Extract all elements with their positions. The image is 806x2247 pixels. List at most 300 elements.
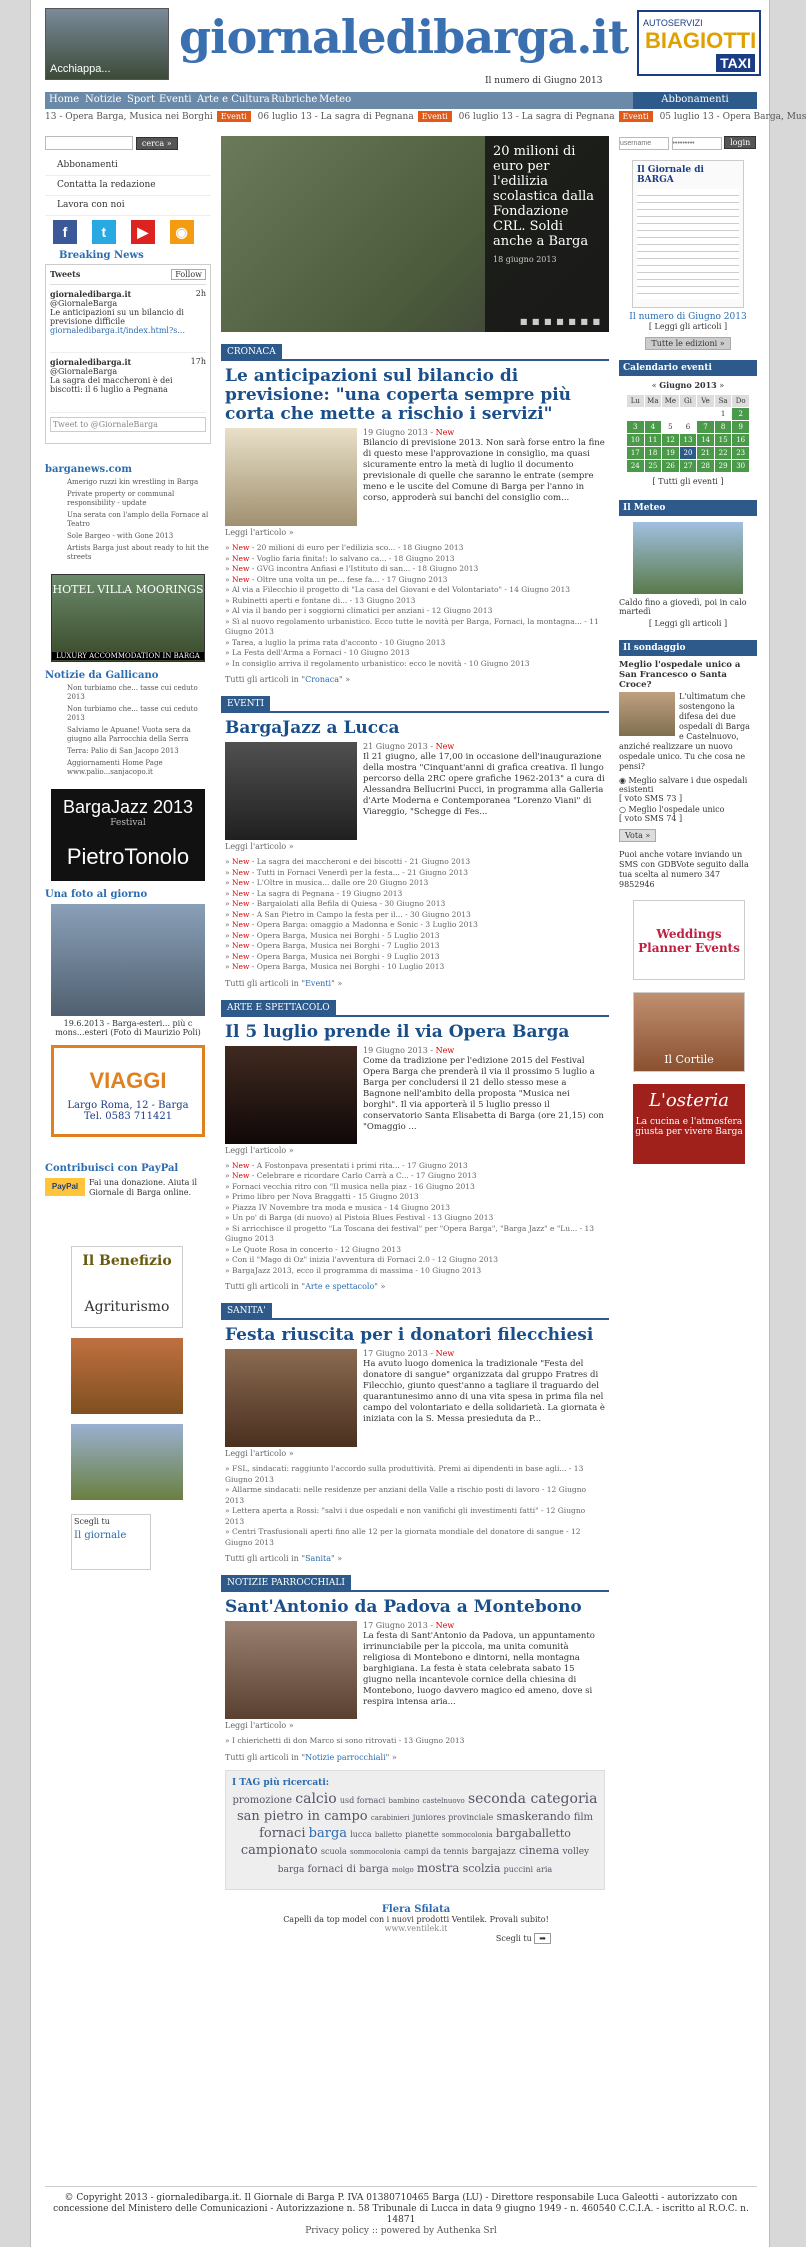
related-links xyxy=(225,543,605,669)
related-link[interactable]: » New - Opera Barga, Musica nei Borghi - 10 Luglio 2013 xyxy=(225,962,445,971)
search-input[interactable] xyxy=(45,136,133,150)
tag-link[interactable]: film xyxy=(573,1811,594,1823)
ticker-tag: Eventi xyxy=(217,111,251,122)
related-link[interactable]: » Rubinetti aperti e fontane di... - 13 Giugno 2013 xyxy=(225,595,416,605)
taxi-small: AUTOSERVIZI xyxy=(643,18,703,28)
villa-sub: LUXURY ACCOMMODATION IN BARGA xyxy=(52,652,204,660)
poll-body: L'ultimatum che sostengono la difesa dei due ospedali di Barga e Castelnuovo, anziché realizzare un nuovo ospedale unico. Tu che cosa ne pensi? xyxy=(619,692,750,771)
tags-title: I TAG più ricercati: xyxy=(232,1777,330,1788)
paypal-button[interactable]: PayPal xyxy=(45,1178,85,1196)
meteo-link[interactable]: [ Leggi gli articoli ] xyxy=(648,619,728,628)
breaking-news-title: Breaking News xyxy=(59,250,144,261)
calendar-month: Giugno 2013 xyxy=(659,380,717,390)
related-link[interactable]: » New - Voglio faria finita!: lo salvano ca... - 18 Giugno 2013 xyxy=(225,553,455,563)
ilgiornale-link[interactable]: Il giornale xyxy=(74,1530,127,1541)
site-title-name: giornaledibarga xyxy=(179,10,577,64)
related-link[interactable]: » Si arricchisce il progetto "La Toscana dei festival" per "Opera Barga", "Barga Jazz" e "Lu... - 13 Giugno 2013 xyxy=(225,1223,595,1243)
calendar-link[interactable]: [ Tutti gli eventi ] xyxy=(652,477,724,486)
related-link[interactable]: » New - L'Oltre in musica... dalle ore 20 Giugno 2013 xyxy=(225,878,429,887)
related-link[interactable]: » Primo libro per Nova Braggatti - 15 Giugno 2013 xyxy=(225,1192,419,1201)
calendar-dayname: Sa xyxy=(714,395,732,408)
calendar-dayname: Ve xyxy=(697,395,715,408)
poll-option[interactable]: ○ Meglio l'ospedale unico [ voto SMS 74 ] xyxy=(619,805,725,823)
meteo-title: Il Meteo xyxy=(619,500,757,516)
calendar-day[interactable]: 5 xyxy=(662,421,680,434)
social-links xyxy=(45,216,211,246)
taxi-ad[interactable] xyxy=(637,10,761,76)
tag-link[interactable]: barga xyxy=(277,1864,305,1875)
tweet-item[interactable] xyxy=(50,357,206,413)
news-ticker xyxy=(45,112,806,128)
gallicano-item[interactable]: Non turbiamo che... tasse cui ceduto 2013 xyxy=(67,705,198,722)
flash-title[interactable]: Flera Sfilata xyxy=(381,1903,451,1915)
rss-icon[interactable]: ◉ xyxy=(170,220,194,244)
related-link[interactable]: » New - A San Pietro in Campo la festa per il... - 30 Giugno 2013 xyxy=(225,909,471,919)
ad-image[interactable] xyxy=(71,1338,183,1414)
calendar-dayname: Ma xyxy=(644,395,662,408)
article-title[interactable]: Festa riuscita per i donatori filecchiesi xyxy=(225,1325,594,1345)
article-date: 19 Giugno 2013 xyxy=(363,428,428,437)
tweet-user: giornaledibarga.it xyxy=(50,289,132,299)
paper-title: Il Giornale di BARGA xyxy=(637,165,704,185)
nav-eventi[interactable]: Eventi xyxy=(159,94,192,105)
right-sidebar xyxy=(619,136,757,1164)
tag-link[interactable]: smaskerando xyxy=(496,1809,571,1823)
calendar-title: Calendario eventi xyxy=(619,360,757,376)
calendar-day[interactable]: 15 xyxy=(714,434,732,447)
calendar-day[interactable]: 16 xyxy=(732,434,750,447)
tweet-time: 17h xyxy=(190,357,206,366)
section-label[interactable]: ARTE E SPETTACOLO xyxy=(221,1000,336,1017)
slider-headline[interactable]: 20 milioni di euro per l'edilizia scolastica dalla Fondazione CRL. Soldi anche a Barga xyxy=(493,144,595,249)
jazz-sub: Festival xyxy=(110,818,146,828)
tag-link[interactable]: calcio xyxy=(295,1790,337,1807)
viaggi-ad[interactable] xyxy=(51,1045,205,1137)
page-wrapper xyxy=(30,0,806,2247)
tag-link[interactable]: barga xyxy=(308,1825,348,1841)
all-issues-button[interactable]: Tutte le edizioni » xyxy=(645,337,730,350)
new-badge: New xyxy=(435,1621,455,1630)
related-links xyxy=(225,857,605,973)
related-link[interactable]: » New - La sagra dei maccheroni e dei biscotti - 21 Giugno 2013 xyxy=(225,857,471,866)
username-input[interactable] xyxy=(619,137,669,150)
calendar-day[interactable]: 9 xyxy=(732,421,750,434)
new-badge: New xyxy=(435,1349,455,1358)
foto-image[interactable] xyxy=(51,904,205,1016)
section-label[interactable]: EVENTI xyxy=(221,696,270,713)
osteria-text: La cucina e l'atmosfera giusta per vivere Barga xyxy=(635,1117,743,1137)
calendar-day[interactable]: 23 xyxy=(732,447,750,460)
villa-title: HOTEL VILLA MOORINGS xyxy=(52,583,204,596)
read-more-link[interactable]: Leggi l'articolo » xyxy=(225,1721,294,1730)
search-row xyxy=(45,136,211,150)
viaggi-tel: Tel. 0583 711421 xyxy=(83,1111,173,1122)
benefizio-ad[interactable] xyxy=(71,1246,183,1328)
tag-link[interactable]: campi da tennis xyxy=(403,1846,469,1856)
calendar-day[interactable]: 3 xyxy=(627,421,645,434)
paper-preview xyxy=(637,189,739,299)
nav-rubriche[interactable]: Rubriche xyxy=(271,94,318,105)
related-link[interactable]: » Lettera aperta a Rossi: "salvi i due ospedali e non vanifichi gli investimenti fatti" - 12 Giugno 2013 xyxy=(225,1506,586,1526)
jazz-artist: PietroTonolo xyxy=(66,844,190,869)
viaggi-addr: Largo Roma, 12 - Barga xyxy=(67,1100,189,1111)
poll-body-row xyxy=(619,692,757,772)
issue-caption[interactable]: Il numero di Giugno 2013 xyxy=(629,312,747,322)
new-badge: New xyxy=(435,742,455,751)
section-arte xyxy=(221,1000,609,1017)
nav-notizie[interactable]: Notizie xyxy=(85,94,122,105)
issue-link[interactable]: [ Leggi gli articoli ] xyxy=(648,322,728,331)
slider-dots[interactable]: ■ ■ ■ ■ ■ ■ ■ xyxy=(519,317,601,326)
calendar-dayname: Lu xyxy=(627,395,645,408)
meteo-image[interactable] xyxy=(633,522,743,594)
tag-link[interactable]: juniores provinciale xyxy=(412,1812,494,1822)
tweet-handle: @GiornaleBarga xyxy=(50,367,118,376)
related-link[interactable]: » FSL, sindacati: raggiunto l'accordo sulla produttività. Premi ai dipendenti in base agli... - 13 Giugno 2013 xyxy=(225,1464,584,1484)
related-link[interactable]: » New - Opera Barga, Musica nei Borghi - 7 Luglio 2013 xyxy=(225,941,440,950)
follow-button[interactable]: Follow xyxy=(171,269,206,280)
ad-image[interactable] xyxy=(71,1424,183,1500)
article-meta: 17 Giugno 2013 - New xyxy=(363,1621,455,1630)
footer-privacy[interactable]: Privacy policy :: powered by Authenka Srl xyxy=(305,2226,497,2236)
related-links xyxy=(225,1736,605,1747)
main-content xyxy=(221,136,609,1952)
related-link[interactable]: » Al via il bando per i soggiorni climatici per anziani - 12 Giugno 2013 xyxy=(225,606,493,615)
article-date: 17 Giugno 2013 xyxy=(363,1621,428,1630)
barganews-item[interactable]: Sole Bargeo - with Gone 2013 xyxy=(67,532,174,540)
related-link[interactable]: » New - Bargaiolati alla Befila di Quiesa - 30 Giugno 2013 xyxy=(225,899,446,908)
tag-link[interactable]: volley xyxy=(562,1846,590,1857)
calendar-day[interactable]: 1 xyxy=(714,408,732,421)
nav-arte[interactable]: Arte e Cultura xyxy=(197,94,270,105)
article-meta: 19 Giugno 2013 - New xyxy=(363,428,455,437)
tag-cloud xyxy=(225,1770,605,1890)
article-excerpt: Come da tradizione per l'edizione 2015 del Festival Opera Barga che prenderà il via il prossimo 5 luglio a Barga per concludersi il 21 dello stesso mese a Bagnone nell'ambito della proposta "Musica nei borghi". Il via apporterà il 5 luglio presso il conservatorio Santa Elisabetta di Barga (ore 21,15) con "Omaggio ... xyxy=(363,1055,604,1132)
section-label[interactable]: CRONACA xyxy=(221,344,282,361)
tag-link[interactable]: scuola xyxy=(320,1846,347,1856)
calendar-day[interactable]: 18 xyxy=(644,447,662,460)
article-meta: 19 Giugno 2013 - New xyxy=(363,1045,455,1055)
all-articles-link[interactable]: Tutti gli articoli in "Cronaca" » xyxy=(225,675,351,684)
tag-link[interactable]: san pietro in campo xyxy=(236,1808,368,1824)
tweet-text: La sagra dei maccheroni è dei biscotti: il 6 luglio a Pegnana xyxy=(50,376,173,394)
article-meta: 17 Giugno 2013 - New xyxy=(363,1349,455,1358)
article-teaser xyxy=(225,1621,605,1721)
tag-link[interactable]: carabinieri xyxy=(370,1813,410,1822)
calendar-dayname: Do xyxy=(732,395,750,408)
barganews-item[interactable]: Una serata con l'amplo della Fornace al Teatro xyxy=(67,511,209,528)
ilgiornale-widget[interactable] xyxy=(71,1514,151,1570)
calendar-day[interactable]: 2 xyxy=(732,408,750,421)
tag-link[interactable]: pianette xyxy=(405,1829,439,1839)
calendar-day[interactable]: 10 xyxy=(627,434,645,447)
ticker-item[interactable]: 13 - Opera Barga, Musica nei Borghi xyxy=(45,112,213,122)
facebook-icon[interactable]: f xyxy=(53,220,77,244)
related-link[interactable]: » New - Opera Barga: omaggio a Madonna e Sonic - 3 Luglio 2013 xyxy=(225,920,478,929)
calendar-day[interactable]: 14 xyxy=(697,434,715,447)
taxi-name: BIAGIOTTI xyxy=(645,28,757,53)
tag-link[interactable]: aria xyxy=(536,1864,553,1874)
search-button[interactable]: cerca » xyxy=(136,137,178,150)
related-link[interactable]: » La Festa dell'Arma a Fornaci - 10 Giugno 2013 xyxy=(225,648,410,657)
related-link[interactable]: » New - Opera Barga, Musica nei Borghi - 5 Luglio 2013 xyxy=(225,930,440,940)
related-link[interactable]: » I chierichetti di don Marco si sono ritrovati - 13 Giugno 2013 xyxy=(225,1736,465,1745)
calendar-day[interactable]: 30 xyxy=(732,460,750,473)
nav-meteo[interactable]: Meteo xyxy=(319,94,352,105)
section-parrocchiali xyxy=(221,1575,609,1592)
related-link[interactable]: » Piazza IV Novembre tra moda e musica - 14 Giugno 2013 xyxy=(225,1202,450,1212)
tag-link[interactable]: puccini xyxy=(503,1864,534,1874)
article-excerpt: Il 21 giugno, alle 17,00 in occasione dell'inaugurazione della mostra "Cinquant'anni di grafica creativa. Il lungo percorso della 2RC opere grafiche 1962-2013" a cura di Alessandra Bellucrini Pucci, in programma alla Galleria d'Arte Moderna e Contemporanea "Lorenzo Viani" di Viareggio, "Schegge di Fes... xyxy=(363,752,605,817)
all-articles-link[interactable]: Tutti gli articoli in "Arte e spettacolo" » xyxy=(225,1282,386,1291)
tag-link[interactable]: sommocolonia xyxy=(441,1830,493,1839)
gallicano-item[interactable]: Salviamo le Apuane! Vuota sera da giugno alla Parrocchia della Serra xyxy=(67,726,191,743)
menu-abbonamenti[interactable]: Abbonamenti xyxy=(45,156,211,176)
read-more-link[interactable]: Leggi l'articolo » xyxy=(225,1449,294,1458)
calendar-day[interactable]: 25 xyxy=(644,460,662,473)
related-link[interactable]: » Tarea, a luglio la prima rata d'acconto - 10 Giugno 2013 xyxy=(225,637,446,647)
tag-link[interactable]: bargaballetto xyxy=(495,1826,571,1840)
article-excerpt: Ha avuto luogo domenica la tradizionale "Festa del donatore di sangue" organizzata dal gruppo Fratres di Filecchio, giunto quest'anno a tagliare il traguardo del quarantunesimo anno di una vita spesa in prima fila nel campo del volontariato e della solidarietà. La giornata è iniziata con la S. Messa presieduta da P... xyxy=(363,1359,605,1424)
chevron-right-icon[interactable]: » xyxy=(719,381,725,390)
article-excerpt: Bilancio di previsione 2013. Non sarà forse entro la fine di questo mese l'approvazione in consiglio, ma quasi sicuramente entro la metà di luglio il documento previsionale di quelle che saranno le entrate (sempre meno e le uscite del Comune di Barga per l'anno in corso, approderà sui banchi del consiglio com... xyxy=(363,438,605,503)
calendar-header xyxy=(619,380,757,390)
related-link[interactable]: » New - Celebrare e ricordare Carlo Carrà a C... - 17 Giugno 2013 xyxy=(225,1171,477,1180)
article-image[interactable] xyxy=(225,1349,357,1447)
tag-link[interactable]: bambino xyxy=(388,1796,420,1805)
osteria-ad[interactable] xyxy=(633,1084,745,1164)
calendar-day[interactable]: 24 xyxy=(627,460,645,473)
all-articles-link[interactable]: Tutti gli articoli in "Sanita" » xyxy=(225,1554,343,1563)
featured-slider[interactable] xyxy=(221,136,609,332)
calendar-day[interactable]: 26 xyxy=(662,460,680,473)
flash-next-row xyxy=(281,1933,551,1944)
paper-cover[interactable] xyxy=(632,160,744,308)
poll-option[interactable]: ◉ Meglio salvare i due ospedali esistenti [ voto SMS 73 ] xyxy=(619,776,748,803)
tweet-item[interactable] xyxy=(50,289,206,353)
header-ad-logo[interactable] xyxy=(45,8,169,80)
calendar-day[interactable]: 6 xyxy=(679,421,697,434)
slider-date: 18 giugno 2013 xyxy=(493,255,557,264)
events-calendar xyxy=(619,380,757,486)
related-link[interactable]: » New - Opera Barga, Musica nei Borghi - 9 Luglio 2013 xyxy=(225,951,440,961)
poll-title: Il sondaggio xyxy=(619,640,757,656)
benefizio-name: Il Benefizio xyxy=(82,1253,172,1269)
left-menu xyxy=(45,156,211,216)
article-image[interactable] xyxy=(225,428,357,526)
nav-home[interactable]: Home xyxy=(49,94,80,105)
slider-caption xyxy=(485,136,609,332)
tweet-text: Le anticipazioni su un bilancio di previsione difficile xyxy=(50,308,184,326)
calendar-day[interactable]: 27 xyxy=(679,460,697,473)
tag-link[interactable]: molgo xyxy=(391,1865,414,1874)
paypal-box xyxy=(45,1178,211,1208)
article-teaser xyxy=(225,1349,605,1449)
related-link[interactable]: » BargaJazz 2013, ecco il programma di massima - 10 Giugno 2013 xyxy=(225,1265,482,1275)
nav-abbonamenti[interactable]: Abbonamenti xyxy=(633,92,757,109)
flash-next-label: Scegli tu xyxy=(495,1933,532,1943)
tag-link[interactable]: bargajazz xyxy=(471,1846,516,1857)
menu-contatta[interactable]: Contatta la redazione xyxy=(45,176,211,196)
calendar-day[interactable]: 8 xyxy=(714,421,732,434)
related-link[interactable]: » In consiglio arriva il regolamento urbanistico: ecco le novità - 10 Giugno 2013 xyxy=(225,658,530,668)
flash-ad[interactable] xyxy=(281,1904,551,1952)
barganews-title[interactable]: barganews.com xyxy=(45,464,132,475)
section-label[interactable]: NOTIZIE PARROCCHIALI xyxy=(221,1575,351,1592)
related-link[interactable]: » Centri Trasfusionali aperti fino alle 12 per la giornata mondiale del donatore di sangue - 12 Giugno 2013 xyxy=(225,1527,581,1547)
calendar-day[interactable]: 21 xyxy=(697,447,715,460)
calendar-day[interactable]: 12 xyxy=(662,434,680,447)
read-more-link[interactable]: Leggi l'articolo » xyxy=(225,528,294,537)
tag-link[interactable]: sommocolonia xyxy=(349,1847,401,1856)
tag-link[interactable]: promozione xyxy=(232,1794,293,1806)
article-title[interactable]: BargaJazz a Lucca xyxy=(225,718,400,738)
tag-link[interactable]: cinema xyxy=(518,1843,560,1857)
tag-link[interactable]: seconda categoria xyxy=(467,1790,598,1807)
left-sidebar xyxy=(45,136,211,1570)
article-date: 17 Giugno 2013 xyxy=(363,1349,428,1358)
osteria-title: L'osteria xyxy=(649,1090,729,1111)
youtube-icon[interactable]: ▶ xyxy=(131,220,155,244)
tweet-user: giornaledibarga.it xyxy=(50,357,132,367)
flash-link[interactable]: www.ventilek.it xyxy=(384,1923,448,1933)
calendar-day[interactable]: 17 xyxy=(627,447,645,460)
related-links xyxy=(225,1464,605,1548)
article-image[interactable] xyxy=(225,742,357,840)
article-teaser xyxy=(225,1046,605,1146)
nav-sport[interactable]: Sport xyxy=(127,94,156,105)
tag-link[interactable]: usd fornaci xyxy=(339,1795,386,1805)
meteo-text: Caldo fino a giovedì, poi in calo martedì xyxy=(619,598,747,616)
article-teaser xyxy=(225,428,605,528)
ticker-item[interactable]: 05 luglio 13 - Opera Barga, Mus xyxy=(659,112,806,122)
calendar-day[interactable]: 29 xyxy=(714,460,732,473)
calendar-day[interactable]: 7 xyxy=(697,421,715,434)
corte-ad[interactable]: Il Cortile xyxy=(633,992,745,1072)
jazz-title: BargaJazz 2013 xyxy=(62,797,194,817)
related-link[interactable]: » Sì al nuovo regolamento urbanistico. Ecco tutte le novità per Barga, Fornaci, la montagna... - 11 Giugno 2013 xyxy=(225,616,599,636)
gallicano-item[interactable]: Non turbiamo che... tasse cui ceduto 2013 xyxy=(67,684,198,701)
arrow-right-icon[interactable]: ➡ xyxy=(534,1933,551,1944)
flash-text: Capelli da top model con i nuovi prodotti Ventilek. Provali subito! xyxy=(283,1914,549,1924)
article-title[interactable]: Il 5 luglio prende il via Opera Barga xyxy=(225,1021,570,1042)
issues-row xyxy=(619,337,757,350)
header-issue-label[interactable]: Il numero di Giugno 2013 xyxy=(485,76,603,86)
foto-caption: 19.6.2013 - Barga-esteri... più c mons...esteri (Foto di Maurizio Poli) xyxy=(55,1019,201,1037)
article-image[interactable] xyxy=(225,1046,357,1144)
header-ad-text: Acchiappa... xyxy=(50,63,111,75)
tag-link[interactable]: lucca xyxy=(350,1829,372,1839)
login-button[interactable]: login xyxy=(724,136,756,149)
related-link[interactable]: » New - Tutti in Fornaci Venerdì per la festa... - 21 Giugno 2013 xyxy=(225,867,468,877)
all-articles-link[interactable]: Tutti gli articoli in "Eventi" » xyxy=(225,978,343,988)
menu-lavora[interactable]: Lavora con noi xyxy=(45,196,211,216)
article-date: 21 Giugno 2013 xyxy=(363,742,428,751)
poll-question: Meglio l'ospedale unico a San Francesco o Santa Croce? xyxy=(619,660,741,690)
article-title[interactable]: Sant'Antonio da Padova a Montebono xyxy=(225,1597,582,1617)
section-eventi xyxy=(221,696,609,713)
related-link[interactable]: » Con il "Mago di Oz" inizia l'avventura di Fornaci 2.0 - 12 Giugno 2013 xyxy=(225,1255,499,1264)
article-teaser xyxy=(225,742,605,842)
read-more-link[interactable]: Leggi l'articolo » xyxy=(225,842,294,851)
related-link[interactable]: » New - A Fostonpava presentati i primi rita... - 17 Giugno 2013 xyxy=(225,1160,468,1170)
section-sanita xyxy=(221,1303,609,1320)
tag-link[interactable]: balletto xyxy=(374,1830,402,1839)
ticker-item[interactable]: 06 luglio 13 - La sagra di Pegnana xyxy=(257,112,414,122)
gallicano-item[interactable]: Aggiornamenti Home Page www.palio...sanjacopo.it xyxy=(67,759,163,776)
calendar-day[interactable]: 20 xyxy=(679,447,697,460)
calendar-day[interactable]: 19 xyxy=(662,447,680,460)
barganews-item[interactable]: Private property or communal responsibility - update xyxy=(67,490,175,507)
twitter-icon[interactable]: t xyxy=(92,220,116,244)
calendar-day[interactable]: 4 xyxy=(644,421,662,434)
foto-title[interactable]: Una foto al giorno xyxy=(45,889,148,900)
poll-image xyxy=(619,692,675,736)
calendar-day[interactable]: 13 xyxy=(679,434,697,447)
tag-link[interactable]: scolzia xyxy=(462,1861,501,1875)
related-link[interactable]: » New - Oltre una volta un pe... fese fa... - 17 Giugno 2013 xyxy=(225,574,448,584)
related-link[interactable]: » New - La sagra di Pegnana - 19 Giugno 2013 xyxy=(225,888,403,898)
tag-link[interactable]: castelnuovo xyxy=(422,1796,465,1805)
vote-button[interactable]: Vota » xyxy=(619,829,656,842)
villa-moorings-ad[interactable] xyxy=(51,574,205,662)
tag-link[interactable]: campionato xyxy=(240,1842,318,1858)
related-link[interactable]: » Le Quote Rosa in concerto - 12 Giugno 2013 xyxy=(225,1244,401,1254)
ticker-item[interactable]: 06 luglio 13 - La sagra di Pegnana xyxy=(458,112,615,122)
article-image[interactable] xyxy=(225,1621,357,1719)
article-excerpt: La festa di Sant'Antonio da Padova, un appuntamento irrinunciabile per la piccola, ma unita comunità religiosa di Montebono e dintorni, nella montagna barghigiana. La festa è stata celebrata sabato 15 giugno nella incantevole cornice della chiesina di Montebono, luogo davvero magico ed ameno, dove si respira intensa aria... xyxy=(363,1631,595,1707)
related-link[interactable]: » Al via a Filecchio il progetto di "La casa del Giovani e del Volontariato" - 14 Giugno 2013 xyxy=(225,585,571,594)
tweet-link[interactable]: giornaledibarga.it/index.html?s... xyxy=(50,326,185,335)
tag-link[interactable]: mostra xyxy=(416,1860,460,1875)
new-badge: New xyxy=(435,1045,455,1055)
tweet-to-input[interactable]: Tweet to @GiornaleBarga xyxy=(50,417,206,432)
paypal-text: Fai una donazione. Aiuta il Giornale di Barga online. xyxy=(89,1178,198,1197)
gallicano-item[interactable]: Terra: Palio di San Jacopo 2013 xyxy=(67,747,179,755)
tag-link[interactable]: fornaci di barga xyxy=(307,1863,389,1875)
calendar-day[interactable]: 22 xyxy=(714,447,732,460)
section-label[interactable]: SANITA' xyxy=(221,1303,272,1320)
related-link[interactable]: » Fornaci vecchia ritro con "Il musica nella piaz - 16 Giugno 2013 xyxy=(225,1181,475,1191)
all-articles-link[interactable]: Tutti gli articoli in "Notizie parrocchiali" » xyxy=(225,1752,397,1762)
calendar-day[interactable]: 11 xyxy=(644,434,662,447)
new-badge: New xyxy=(435,428,455,437)
article-title[interactable]: Le anticipazioni sul bilancio di previsione: "una coperta sempre più corta che mette a rischio i servizi" xyxy=(225,366,572,424)
article-date: 19 Giugno 2013 xyxy=(363,1045,428,1055)
calendar-day[interactable]: 28 xyxy=(697,460,715,473)
password-input[interactable] xyxy=(672,137,722,150)
site-title[interactable] xyxy=(179,10,628,64)
site-header xyxy=(45,8,757,88)
related-link[interactable]: » New - 20 milioni di euro per l'edilizia sco... - 18 Giugno 2013 xyxy=(225,543,464,552)
barganews-item[interactable]: Amerigo ruzzi kin wrestling in Barga xyxy=(67,478,199,486)
barganews-item[interactable]: Artists Barga just about ready to hit the streets xyxy=(67,544,209,561)
tweet-handle: @GiornaleBarga xyxy=(50,299,118,308)
related-link[interactable]: » Un po' di Barga (di nuovo) al Pistoia Blues Festival - 13 Giugno 2013 xyxy=(225,1213,494,1222)
tag-link[interactable]: fornaci xyxy=(259,1825,306,1841)
related-link[interactable]: » New - GVG incontra Anfiasi e l'Istituto di san... - 18 Giugno 2013 xyxy=(225,564,479,573)
related-link[interactable]: » Allarme sindacati: nelle residenze per anziani della Valle a rischio posti di lavoro - 12 Giugno 2013 xyxy=(225,1485,587,1505)
main-nav xyxy=(45,92,757,109)
footer-copyright: © Copyright 2013 - giornaledibarga.it. Il Giornale di Barga P. IVA 01380710465 Barga (LU) - Direttore responsabile Luca Galeotti - autorizzato con concessione del Ministero delle Comunicazioni - Autorizzazione n. 58 Tribunale di Lucca in data 9 giugno 1949 - n. 460540 C.C.I.A. - iscritto al R.O.C. n. 14871 xyxy=(45,2186,757,2226)
wedding-planner-ad[interactable]: Weddings Planner Events xyxy=(633,900,745,980)
calendar-dayname: Me xyxy=(662,395,680,408)
calendar-grid xyxy=(626,394,750,473)
read-more-link[interactable]: Leggi l'articolo » xyxy=(225,1145,294,1155)
gallicano-title[interactable]: Notizie da Gallicano xyxy=(45,670,159,681)
chevron-left-icon[interactable]: « xyxy=(651,381,657,390)
bargajazz-ad[interactable] xyxy=(51,789,205,881)
